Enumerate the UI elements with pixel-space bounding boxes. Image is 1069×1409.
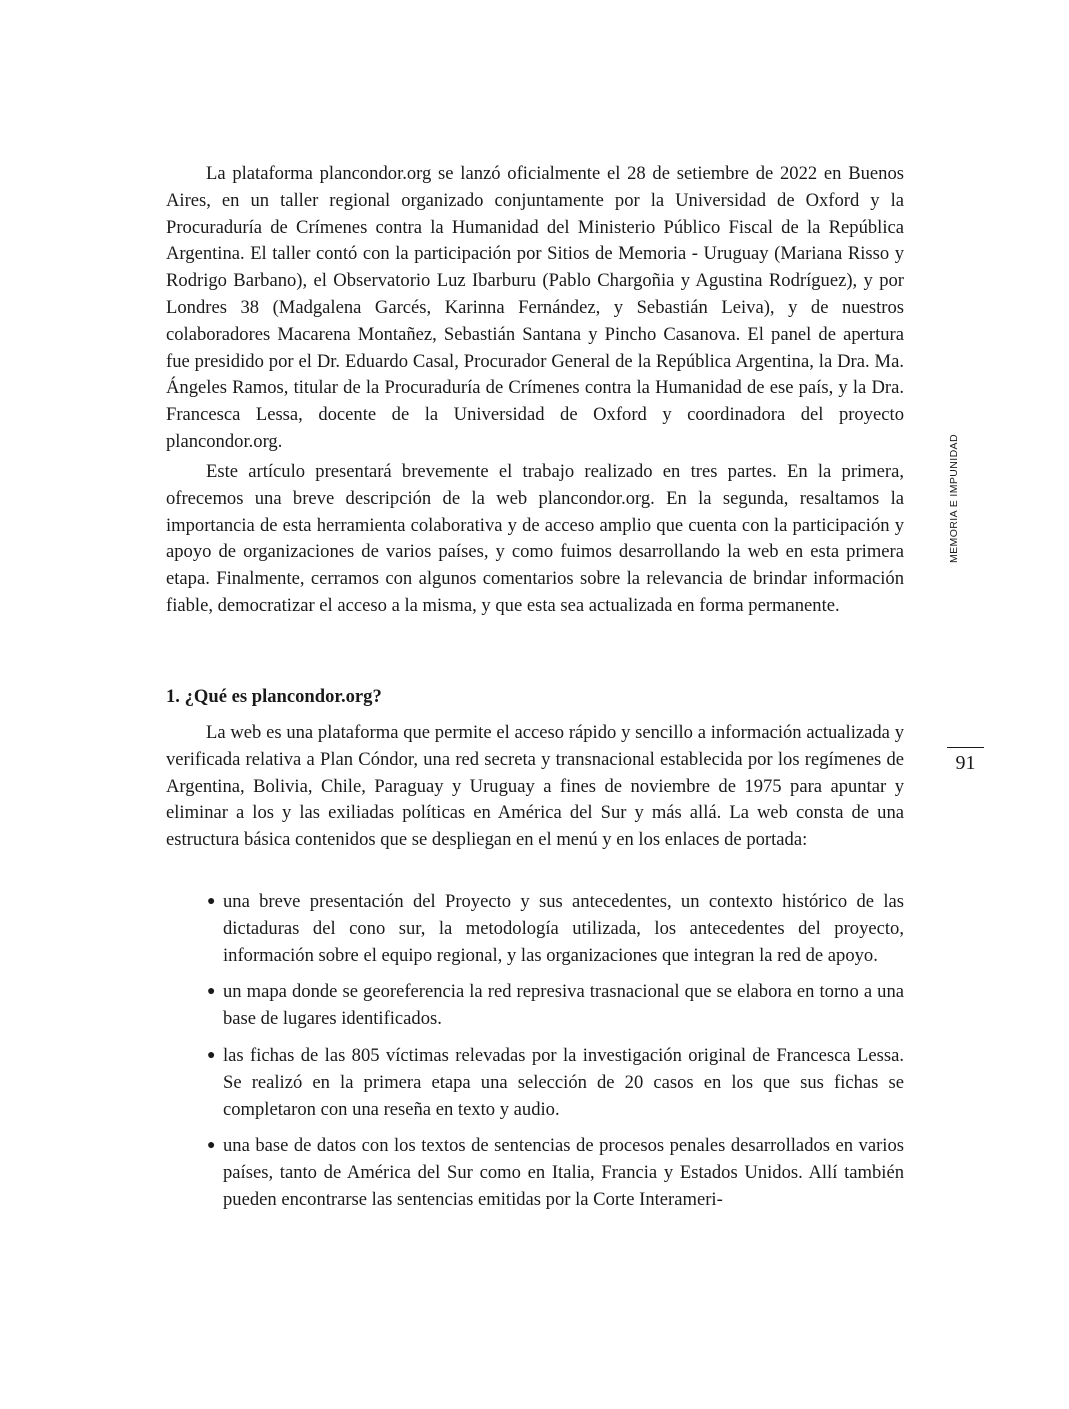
list-item-text: las fichas de las 805 víctimas relevadas por la investigación original de Francesca Lessa. Se realizó en la primera etapa una selección de 20 casos en los que sus fichas se completaron con una reseña en texto y audio.	[223, 1044, 904, 1120]
list-item-text: una breve presentación del Proyecto y sus antecedentes, un contexto histórico de las dictaduras del cono sur, la metodología utilizada, los antecedentes del proyecto, información sobre el equipo regional, y las organizaciones que integran la red de apoyo.	[223, 891, 904, 966]
running-section-label: MEMORIA E IMPUNIDAD	[948, 434, 960, 563]
bullet-icon: ●	[207, 1138, 216, 1154]
body-paragraph: La web es una plataforma que permite el acceso rápido y sencillo a información actualizada y verificada relativa a Plan Cóndor, una red secreta y transnacional establecida por los regímenes de Argentina, Bolivia, Chile, Paraguay y Uruguay a fines de noviembre de 1975 para apuntar y eliminar a los y las exiliadas políticas en América del Sur y más allá. La web consta de una estructura básica contenidos que se despliegan en el menú y en los enlaces de portada:	[166, 722, 904, 851]
list-item	[166, 889, 904, 969]
bullet-icon: ●	[207, 894, 216, 909]
section-heading: 1. ¿Qué es plancondor.org?	[166, 686, 382, 707]
page-number: 91	[955, 752, 976, 774]
list-item	[166, 979, 904, 1033]
list-item-text: un mapa donde se georeferencia la red represiva trasnacional que se elabora en torno a una base de lugares identificados.	[223, 981, 904, 1030]
list-item	[166, 1133, 904, 1213]
bullet-icon: ●	[207, 1047, 216, 1063]
body-paragraph: La plataforma plancondor.org se lanzó oficialmente el 28 de setiembre de 2022 en Buenos Aires, en un taller regional organizado conjuntamente por la Universidad de Oxford y la Procuraduría de Crímenes contra la Humanidad del Ministerio Público Fiscal de la República Argentina. El taller contó con la participación por Sitios de Memoria - Uruguay (Mariana Risso y Rodrigo Barbano), el Observatorio Luz Ibarburu (Pablo Chargoñia y Agustina Rodríguez), y por Londres 38 (Madgalena Garcés, Karinna Fernández, y Sebastián Leiva), y de nuestros colaboradores Macarena Montañez, Sebastián Santana y Pincho Casanova. El panel de apertura fue presidido por el Dr. Eduardo Casal, Procurador General de la República Argentina, la Dra. Ma. Ángeles Ramos, titular de la Procuraduría de Crímenes contra la Humanidad de ese país, y la Dra. Francesca Lessa, docente de la Universidad de Oxford y coordinadora del proyecto plancondor.org.	[166, 163, 904, 452]
list-item	[166, 1043, 904, 1123]
bullet-list	[166, 889, 904, 1224]
bullet-icon: ●	[207, 984, 216, 1000]
list-item-text: una base de datos con los textos de sentencias de procesos penales desarrollados en varios países, tanto de América del Sur como en Italia, Francia y Estados Unidos. Allí también pueden encontrarse las sentencias emitidas por la Corte Interameri-	[223, 1135, 904, 1210]
body-paragraph: Este artículo presentará brevemente el trabajo realizado en tres partes. En la primera, ofrecemos una breve descripción de la web plancondor.org. En la segunda, resaltamos la importancia de esta herramienta colaborativa y de acceso amplio que cuenta con la participación y apoyo de organizaciones de varios países, y como fuimos desarrollando la web en esta primera etapa. Finalmente, cerramos con algunos comentarios sobre la relevancia de brindar información fiable, democratizar el acceso a la misma, y que esta sea actualizada en forma permanente.	[166, 461, 904, 616]
